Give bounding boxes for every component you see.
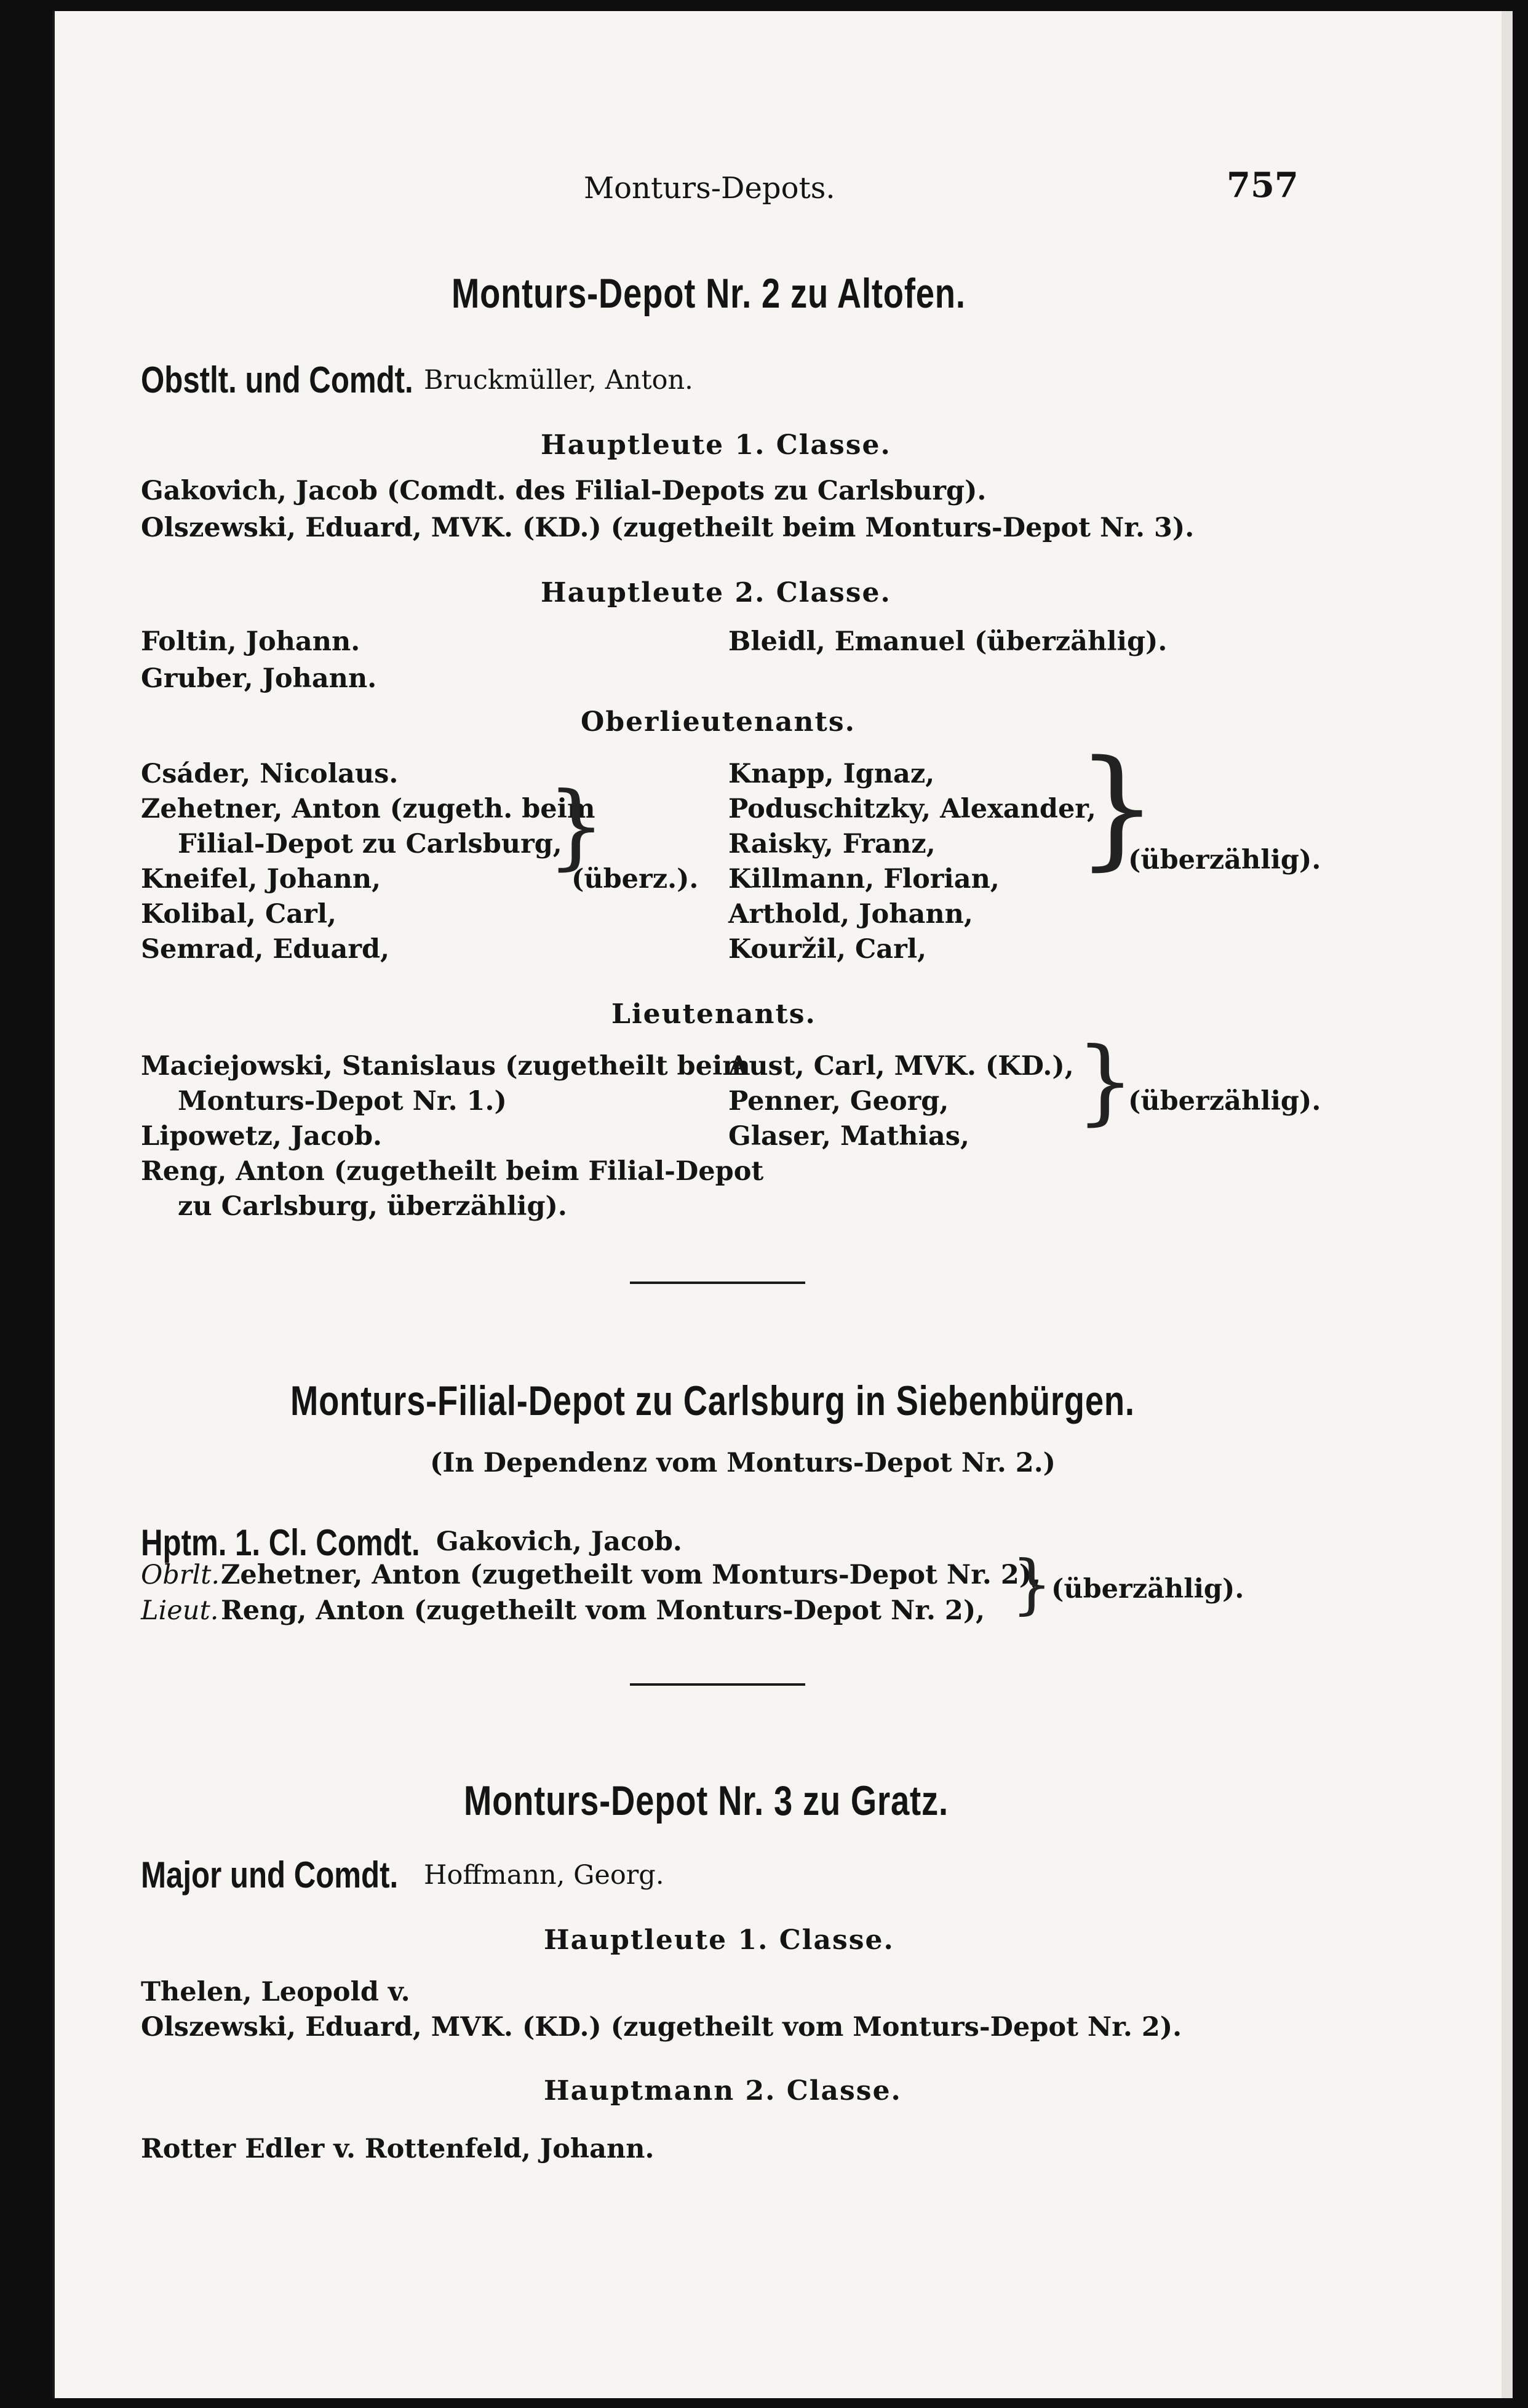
section-title-filial-depot: Monturs-Filial-Depot zu Carlsburg in Siebenbürgen. xyxy=(290,1377,1135,1424)
brace-bracket: } xyxy=(1011,1547,1052,1622)
brace-bracket: } xyxy=(1076,1028,1135,1135)
list-item: Kneifel, Johann, xyxy=(141,864,381,895)
list-item: Bleidl, Emanuel (überzählig). xyxy=(728,626,1168,657)
heading-hauptmann-2: Hauptmann 2. Classe. xyxy=(544,2075,902,2107)
list-item: Semrad, Eduard, xyxy=(141,934,390,965)
list-item: Olszewski, Eduard, MVK. (KD.) (zugetheilt beim Monturs-Depot Nr. 3). xyxy=(141,512,1195,543)
commander-rank: Hptm. 1. Cl. Comdt. xyxy=(141,1522,420,1563)
list-item: Gruber, Johann. xyxy=(141,663,377,694)
filial-commander xyxy=(141,1521,682,1564)
list-item: Filial-Depot zu Carlsburg, xyxy=(178,829,562,859)
list-item: Kolibal, Carl, xyxy=(141,899,337,930)
list-item: zu Carlsburg, überzählig). xyxy=(178,1191,567,1222)
section-title-depot-3: Monturs-Depot Nr. 3 zu Gratz. xyxy=(464,1777,949,1824)
depot3-commander xyxy=(141,1854,664,1896)
filial-entry xyxy=(141,1595,985,1626)
filial-entry xyxy=(141,1560,1041,1590)
heading-hauptleute-2: Hauptleute 2. Classe. xyxy=(541,577,891,608)
heading-hauptleute-1: Hauptleute 1. Classe. xyxy=(544,1924,894,1956)
section-divider xyxy=(630,1282,805,1284)
heading-hauptleute-1: Hauptleute 1. Classe. xyxy=(541,429,891,461)
list-item: Killmann, Florian, xyxy=(728,864,1000,895)
list-item: Olszewski, Eduard, MVK. (KD.) (zugetheilt vom Monturs-Depot Nr. 2). xyxy=(141,2012,1182,2043)
note-ueberzaehlig: (überz.). xyxy=(571,864,699,895)
entry-rank: Lieut. xyxy=(141,1595,219,1626)
commander-name: Hoffmann, Georg. xyxy=(424,1860,664,1891)
depot2-commander xyxy=(141,359,693,401)
brace-bracket: } xyxy=(1076,732,1158,883)
commander-rank: Obstlt. und Comdt. xyxy=(141,359,413,401)
section-divider xyxy=(630,1683,805,1686)
list-item: Rotter Edler v. Rottenfeld, Johann. xyxy=(141,2134,655,2164)
section-title-depot-2: Monturs-Depot Nr. 2 zu Altofen. xyxy=(452,270,966,317)
list-item: Knapp, Ignaz, xyxy=(728,759,935,789)
heading-lieutenants: Lieutenants. xyxy=(611,999,816,1030)
commander-rank: Major und Comdt. xyxy=(141,1854,399,1896)
list-item: Gakovich, Jacob (Comdt. des Filial-Depots zu Carlsburg). xyxy=(141,476,987,506)
note-ueberzaehlig: (überzählig). xyxy=(1128,845,1321,875)
list-item: Zehetner, Anton (zugeth. beim xyxy=(141,794,595,824)
entry-rank: Obrlt. xyxy=(141,1560,220,1590)
list-item: Maciejowski, Stanislaus (zugetheilt beim xyxy=(141,1051,750,1082)
document-page xyxy=(52,11,1513,2398)
running-title: Monturs-Depots. xyxy=(584,171,835,205)
list-item: Poduschitzky, Alexander, xyxy=(728,794,1096,824)
list-item: Arthold, Johann, xyxy=(728,899,973,930)
list-item: Penner, Georg, xyxy=(728,1086,949,1117)
page-edge xyxy=(1502,11,1513,2398)
list-item: Monturs-Depot Nr. 1.) xyxy=(178,1086,507,1117)
list-item: Raisky, Franz, xyxy=(728,829,936,859)
note-ueberzaehlig: (überzählig). xyxy=(1128,1086,1321,1117)
list-item: Foltin, Johann. xyxy=(141,626,360,657)
note-ueberzaehlig: (überzählig). xyxy=(1051,1574,1244,1605)
entry-text: Zehetner, Anton (zugetheilt vom Monturs-Depot Nr. 2), xyxy=(221,1560,1041,1590)
list-item: Csáder, Nicolaus. xyxy=(141,759,399,789)
list-item: Thelen, Leopold v. xyxy=(141,1977,410,2007)
heading-oberlieutenants: Oberlieutenants. xyxy=(581,706,856,738)
list-item: Glaser, Mathias, xyxy=(728,1121,969,1152)
list-item: Reng, Anton (zugetheilt beim Filial-Depot xyxy=(141,1156,764,1187)
commander-name: Gakovich, Jacob. xyxy=(436,1526,682,1557)
commander-name: Bruckmüller, Anton. xyxy=(424,365,693,396)
section-subtitle: (In Dependenz vom Monturs-Depot Nr. 2.) xyxy=(430,1448,1056,1478)
list-item: Aust, Carl, MVK. (KD.), xyxy=(728,1051,1074,1082)
entry-text: Reng, Anton (zugetheilt vom Monturs-Depot Nr. 2), xyxy=(221,1595,985,1626)
list-item: Lipowetz, Jacob. xyxy=(141,1121,383,1152)
brace-bracket: } xyxy=(547,773,606,880)
page-number: 757 xyxy=(1227,165,1299,205)
list-item: Kouržil, Carl, xyxy=(728,934,927,965)
